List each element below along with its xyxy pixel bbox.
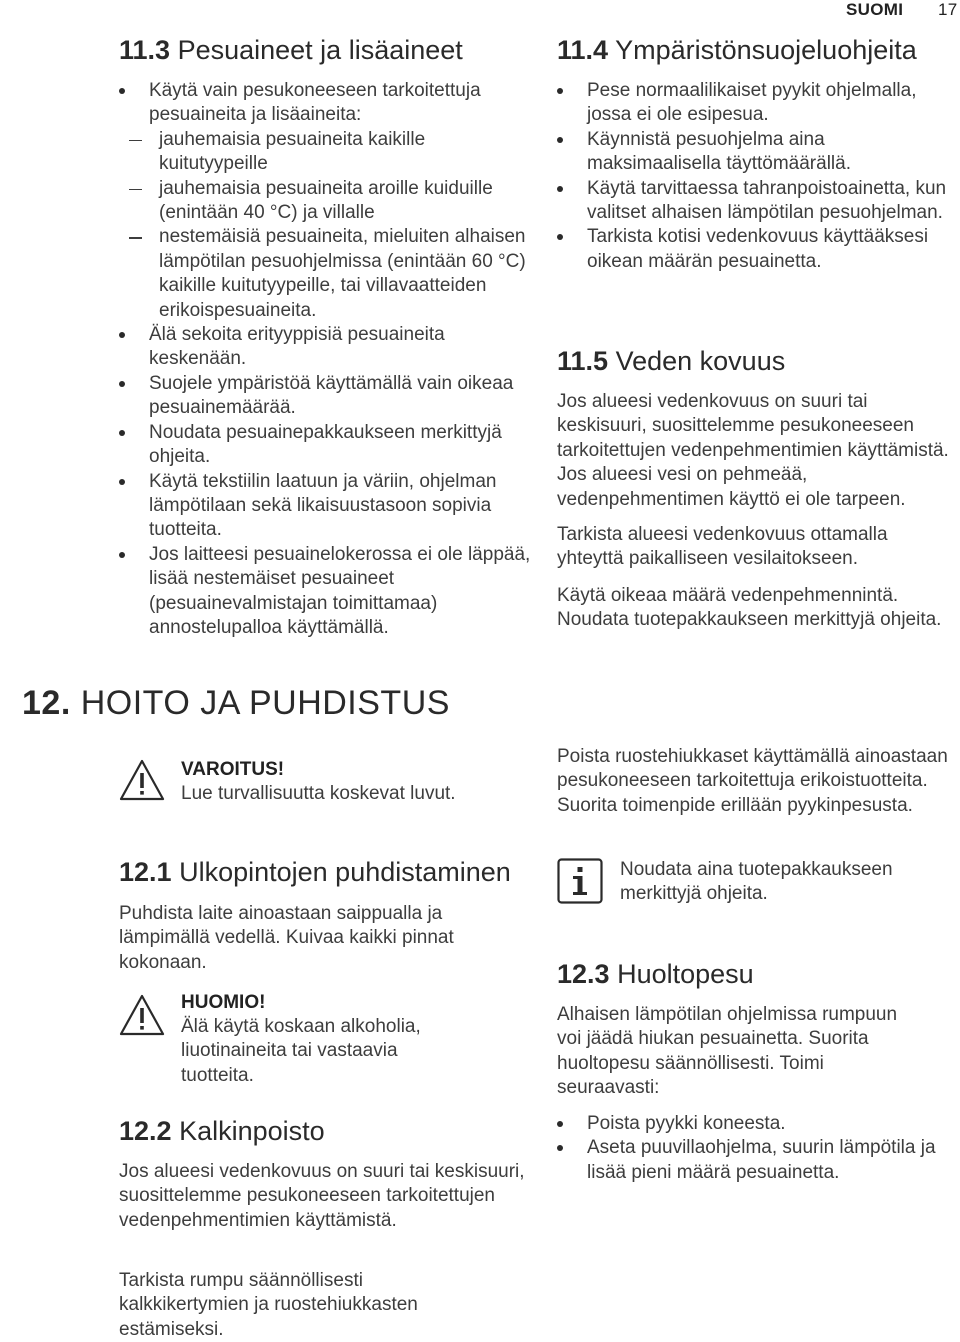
page-number: 17	[938, 0, 958, 19]
section-number: 11.3	[119, 35, 171, 65]
list-item: Käynnistä pesuohjelma aina maksimaalisella täyttömäärällä.	[557, 128, 955, 177]
list-item-text: Käytä vain pesukoneeseen tarkoitettuja pesuaineita ja lisäaineita:	[149, 80, 481, 126]
list-item: Aseta puuvillaohjelma, suurin lämpötila ja lisää pieni määrä pesuainetta.	[557, 1136, 957, 1185]
sub-list-item: jauhemaisia pesuaineita aroille kuiduille (enintään 40 °C) ja villalle	[119, 177, 539, 226]
section-12-1-text: Puhdista laite ainoastaan saippualla ja lämpimällä vedellä. Kuivaa kaikki pinnat kokonaan.	[119, 903, 454, 973]
list-item: Suojele ympäristöä käyttämällä vain oikeaa pesuainemäärää.	[119, 372, 539, 421]
section-number: 12.2	[119, 1116, 172, 1146]
section-number: 11.5	[557, 346, 609, 376]
caution-box	[181, 991, 471, 1088]
section-12-3-list	[557, 1112, 957, 1185]
section-12-1-heading	[119, 856, 511, 888]
section-11-3-list	[119, 79, 539, 640]
info-text: Noudata aina tuotepakkaukseen merkittyjä ohjeita.	[620, 859, 893, 905]
chapter-12-heading	[22, 684, 450, 723]
list-item: Poista pyykki koneesta.	[557, 1112, 957, 1136]
section-number: 12.3	[557, 959, 610, 989]
list-item: Noudata pesuainepakkaukseen merkittyjä ohjeita.	[119, 421, 539, 470]
caution-text: Älä käytä koskaan alkoholia, liuotinaineita tai vastaavia tuotteita.	[181, 1016, 421, 1086]
sub-list-item: nestemäisiä pesuaineita, mieluiten alhaisen lämpötilan pesuohjelmissa (enintään 60 °C) kaikille kuitutyypeille, tai villavaatteiden erikoispesuaineita.	[119, 225, 539, 323]
section-title: Ulkopintojen puhdistaminen	[179, 857, 511, 887]
list-item: Käytä tarvittaessa tahranpoistoainetta, kun valitset alhaisen lämpötilan pesuohjelman.	[557, 177, 955, 226]
section-11-5-paragraph-2: Tarkista alueesi vedenkovuus ottamalla yhteyttä paikalliseen vesilaitokseen.	[557, 524, 888, 570]
section-11-5-heading	[557, 345, 785, 377]
section-number: 12.1	[119, 857, 172, 887]
section-11-3-heading	[119, 34, 463, 66]
section-11-5-paragraph-3: Käytä oikeaa määrä vedenpehmennintä. Noudata tuotepakkaukseen merkittyjä ohjeita.	[557, 585, 942, 631]
section-number: 11.4	[557, 35, 609, 65]
list-item: Pese normaalilikaiset pyykit ohjelmalla, jossa ei ole esipesua.	[557, 79, 955, 128]
caution-title: HUOMIO!	[181, 992, 266, 1013]
section-11-4-list	[557, 79, 955, 274]
section-title: Kalkinpoisto	[179, 1116, 325, 1146]
list-item: Jos laitteesi pesuainelokerossa ei ole läppää, lisää nestemäiset pesuaineet (pesuainevalmistajan toimittamaa) annostelupalloa käyttämällä.	[119, 543, 539, 641]
section-title: Huoltopesu	[617, 959, 754, 989]
info-icon	[557, 858, 603, 904]
list-item: Käytä tekstiilin laatuun ja väriin, ohjelman lämpötilaan sekä likaisuustasoon sopivia tuotteita.	[119, 470, 539, 543]
list-item: Tarkista kotisi vedenkovuus käyttääksesi oikean määrän pesuainetta.	[557, 225, 955, 274]
section-12-3-heading	[557, 958, 754, 990]
rust-removal-paragraph: Poista ruostehiukkaset käyttämällä ainoastaan pesukoneeseen tarkoitettuja erikoistuotteita. Suorita toimenpide erillään pyykinpesusta.	[557, 746, 948, 816]
section-11-5-paragraph-1: Jos alueesi vedenkovuus on suuri tai keskisuuri, suosittelemme pesukoneeseen tarkoitettujen vedenpehmentimien käyttämistä. Jos alueesi vesi on pehmeää, vedenpehmentimen käyttö ei ole tarpeen.	[557, 391, 949, 510]
warning-triangle-icon	[118, 758, 166, 802]
caution-triangle-icon	[118, 993, 166, 1037]
chapter-title: HOITO JA PUHDISTUS	[80, 684, 450, 722]
warning-text: Lue turvallisuutta koskevat luvut.	[181, 783, 456, 804]
warning-box	[181, 758, 481, 806]
section-title: Pesuaineet ja lisäaineet	[177, 35, 463, 65]
section-title: Veden kovuus	[615, 346, 786, 376]
section-11-4-heading	[557, 34, 917, 66]
chapter-number: 12.	[22, 684, 71, 722]
section-12-2-paragraph-1: Jos alueesi vedenkovuus on suuri tai keskisuuri, suosittelemme pesukoneeseen tarkoitettujen vedenpehmentimien käyttämistä.	[119, 1161, 525, 1231]
header-language: SUOMI	[846, 0, 904, 19]
sub-list-item: jauhemaisia pesuaineita kaikille kuitutyypeille	[119, 128, 539, 177]
section-title: Ympäristönsuojeluohjeita	[615, 35, 917, 65]
section-12-3-text: Alhaisen lämpötilan ohjelmissa rumpuun voi jäädä hiukan pesuainetta. Suorita huoltopesu säännöllisesti. Toimi seuraavasti:	[557, 1004, 898, 1099]
section-12-2-heading	[119, 1115, 325, 1147]
list-item: Älä sekoita erityyppisiä pesuaineita keskenään.	[119, 323, 539, 372]
list-item	[119, 79, 539, 323]
section-12-2-paragraph-2: Tarkista rumpu säännöllisesti kalkkikertymien ja ruostehiukkasten estämiseksi.	[119, 1270, 418, 1340]
warning-title: VAROITUS!	[181, 759, 285, 780]
